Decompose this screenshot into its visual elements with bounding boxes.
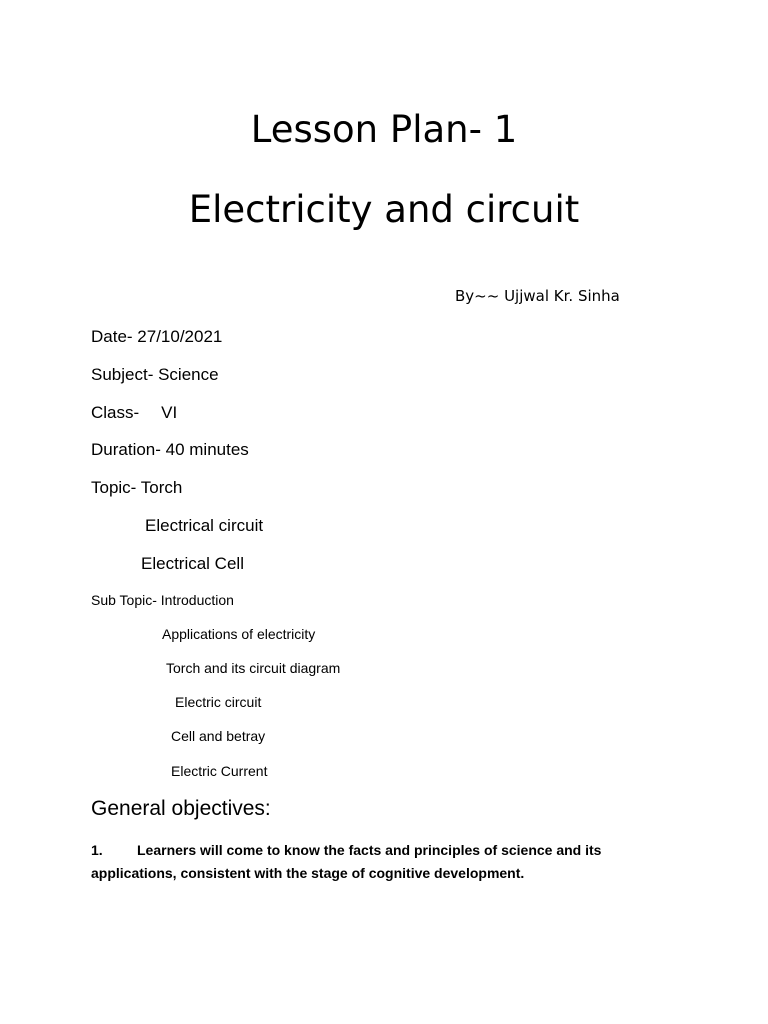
- sub-topic-item: Electric Current: [171, 763, 268, 779]
- objectives-heading: General objectives:: [91, 797, 271, 820]
- date-line: Date- 27/10/2021: [91, 327, 223, 346]
- sub-topic-item: Torch and its circuit diagram: [166, 660, 341, 676]
- duration-line: Duration- 40 minutes: [91, 440, 249, 459]
- document-title: Lesson Plan- 1: [250, 108, 518, 151]
- objective-number: 1.: [91, 842, 103, 858]
- objective-item: [91, 839, 651, 885]
- sub-topic-item: Cell and betray: [171, 728, 266, 744]
- class-value: VI: [161, 403, 178, 422]
- topic-item: Electrical circuit: [145, 516, 264, 535]
- objective-text: Learners will come to know the facts and principles of science and its applications, consistent with the stage of cognitive development.: [91, 842, 602, 881]
- subject-line: Subject- Science: [91, 365, 219, 384]
- sub-topic-item: Electric circuit: [175, 694, 262, 710]
- class-line: [91, 403, 177, 423]
- topic-item: Electrical Cell: [141, 554, 244, 573]
- topic-line: Topic- Torch: [91, 478, 183, 497]
- sub-topic-item: Applications of electricity: [162, 626, 316, 642]
- document-subtitle: Electricity and circuit: [188, 188, 580, 231]
- author-line: By~~ Ujjwal Kr. Sinha: [455, 287, 620, 305]
- class-label: Class-: [91, 403, 140, 422]
- sub-topic-line: Sub Topic- Introduction: [91, 592, 234, 608]
